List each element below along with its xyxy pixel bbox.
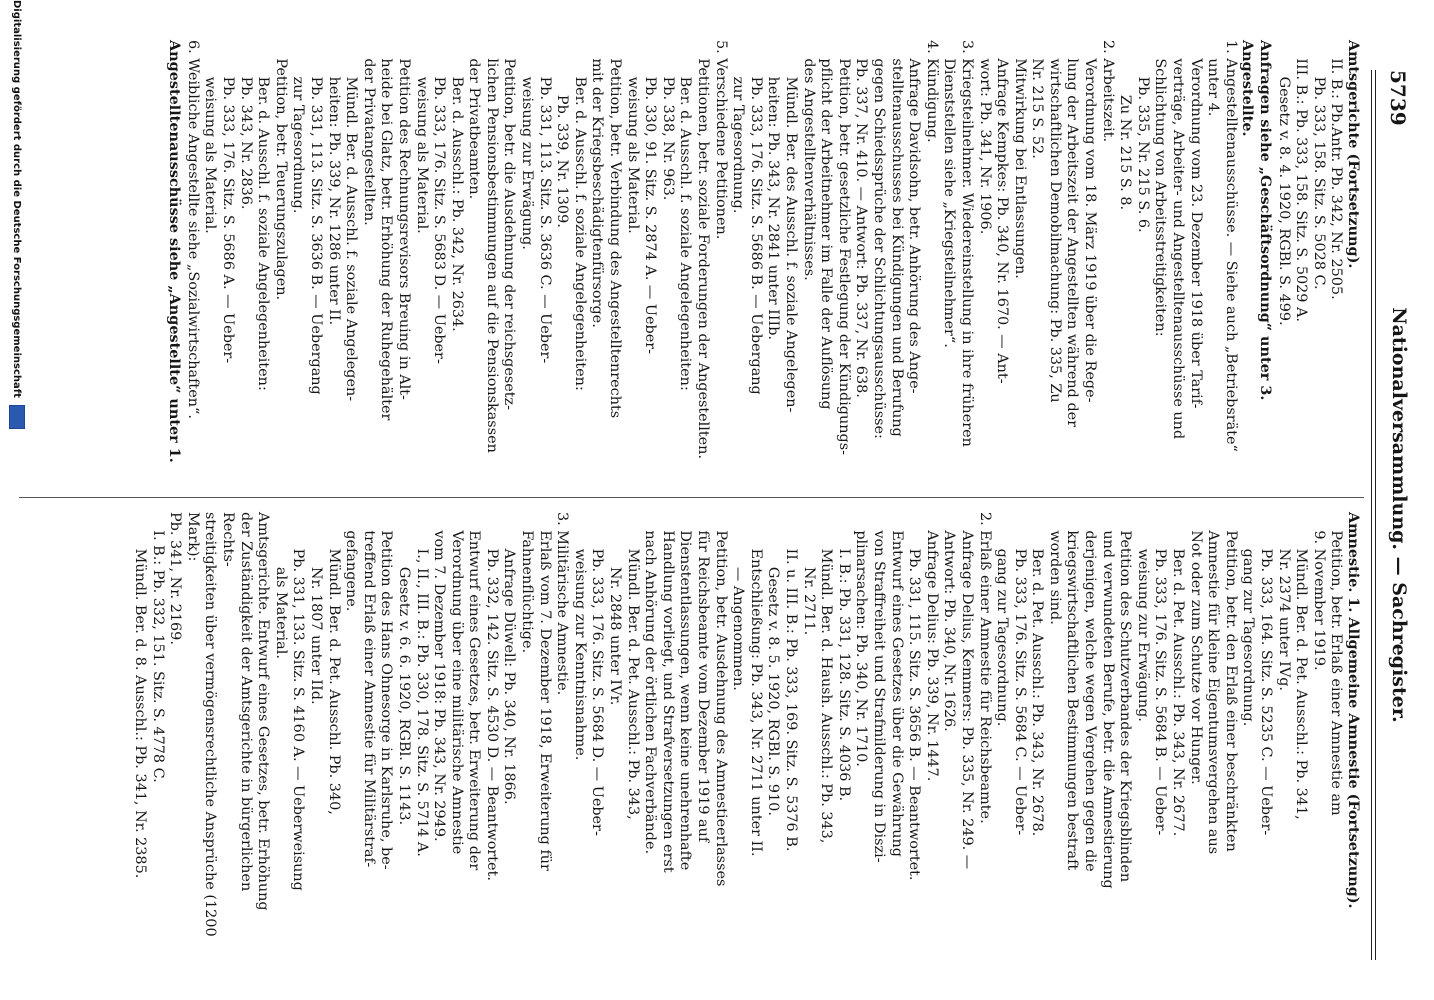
index-entry: Anfragen siehe „Geschäftsordnung“ unter 3. xyxy=(1257,40,1275,401)
index-entry: Angestelltenausschüsse siehe „Angestellte“ unter 1. xyxy=(166,40,184,463)
page-header xyxy=(1380,70,1416,960)
right-column xyxy=(12,512,1362,942)
index-entry: 4. Kündigung. Anfrage Davidsohn, betr. Anhörung des Ange- stelltenausschusses bei Kündigungen und Berufung gegen Schiedssprüche der Schlichtungsausschüsse: Pb. 337, Nr. 410. — Antwort: Pb. 337, Nr. 638. Petition, betr. gesetzliche Festlegung der Kündigungs- pflicht der Arbeitnehmer im Falle der Auflösung des Angestelltenverhältnisses. Mündl. Ber. des Ausschl. f. soziale Angelegen- heiten: Pb. 343, Nr. 2841 unter IIIb. Pb. 333, 176. Sitz. S. 5686 B. — Uebergang zur Tagesordnung. xyxy=(730,40,940,456)
index-entry: 6. Weibliche Angestellte siehe „Sozialwirtschaften“. xyxy=(184,40,201,419)
dfg-logo xyxy=(9,405,25,429)
page-footer xyxy=(3,0,25,1000)
index-entry: Petition, betr. Erlaß einer Amnestie am 9. November 1919. Mündl. Ber. d. Pet. Ausschl.: Pb. 341, Nr. 2374 unter IVg. Pb. 333, 164. Sitz. S. 5235 C. — Ueber- gang zur Tagesordnung. Petition, betr. den Erlaß einer beschränkten Amnestie für kleine Eigentumsvergehen aus Not oder zum Schutze vor Hunger. Ber. d. Pet. Ausschl.: Pb. 343, Nr. 2677. Pb. 333, 176. Sitz. S. 5684 B. — Ueber- weisung zur Erwägung. Petition des Schutzverbandes der Kriegsblinden und verwundeten Berufe, betr. die Amnestierung derjenigen, welche wegen Vergehen gegen die kriegswirtschaftlichen Bestimmungen bestraft worden sind. Ber. d. Pet. Ausschl.: Pb. 343, Nr. 2678. Pb. 333, 176. Sitz. S. 5684 C. — Ueber- gang zur Tagesordnung. xyxy=(994,530,1345,889)
dfg-credit: Digitalisierung gefördert durch die Deutsche Forschungsgemeinschaft xyxy=(11,0,22,398)
index-entry: Amtsgerichte (Fortsetzung). xyxy=(1345,40,1362,269)
page-number: 5739 xyxy=(1386,70,1410,126)
header-rule-double xyxy=(1371,70,1372,960)
index-entry: Amnestie. 1. Allgemeine Amnestie (Fortsetzung). xyxy=(1345,512,1362,909)
index-entry: 3. Militärische Amnestie. Erlaß vom 7. Dezember 1918, Erweiterung für Fahnenflüchtige. Anfrage Düwell: Pb. 340, Nr. 1866. Pb. 332, 142. Sitz. S. 4530 D. — Beantwortet. Entwurf eines Gesetzes, betr. Erweiterung der Verordnung über eine militärische Amnestie vom 7. Dezember 1918: Pb. 343, Nr. 2949. I., II., III. B.: Pb. 330, 178. Sitz. S. 5714 A. Gesetz v. 6. 6. 1920, RGBl. S. 1143. Petition des Hans Ohnesorge in Karlsruhe, be- treffend Erlaß einer Amnestie für Militärstraf- gefangene. Mündl. Ber. d. Pet. Ausschl. Pb. 340, Nr. 1807 unter IId. Pb. 331, 133. Sitz. S. 4160 A. — Ueberweisung als Material. xyxy=(272,512,571,891)
column-divider xyxy=(19,497,1364,498)
index-entry: Angestellte. xyxy=(1239,40,1257,137)
running-title: Nationalversammlung. — Sachregister. xyxy=(1388,307,1410,723)
index-entry: II. B.: Pb.Antr. Pb. 342, Nr. 2505. Pb. 333, 158. Sitz. S. 5028 C. III. B.: Pb. 333, 158. Sitz. S. 5029 A. Gesetz v. 8. 4. 1920, RGBl. S. 499. xyxy=(1275,58,1345,326)
index-entry: 5. Verschiedene Petitionen. Petitionen, betr. soziale Forderungen der Angestellten. Ber. d. Ausschl. f. soziale Angelegenheiten: Pb. 338, Nr. 963. Pb. 330, 91. Sitz. S. 2874 A. — Ueber- weisung als Material. Petition, betr. Verbindung des Angestelltenrechts mit der Kriegsbeschädigtenfürsorge. Ber. d. Ausschl. f. soziale Angelegenheiten: Pb. 339, Nr. 1309. Pb. 331, 113. Sitz. S. 3636 C. — Ueber- weisung zur Erwägung. Petition, betr. die Ausdehnung der reichsgesetz- lichen Pensionsbestimmungen auf die Pensionskassen der Privatbeamten. Ber. d. Ausschl.: Pb. 342, Nr. 2634. Pb. 333, 176. Sitz. S. 5683 D. — Ueber- weisung als Material. Petition des Rechnungsrevisors Breuing in Alt- heide bei Glatz, betr. Erhöhung der Ruhegehälter der Privatangestellten. Mündl. Ber. d. Ausschl. f. soziale Angelegen- heiten: Pb. 339, Nr. 1286 unter II. Pb. 331, 113. Sitz. S. 3636 B. — Uebergang zur Tagesordnung. Petition, betr. Teuerungszulagen. Ber. d. Ausschl. f. soziale Angelegenheiten: Pb. 343, Nr. 2836. Pb. 333, 176. Sitz. S. 5686 A. — Ueber- weisung als Material. xyxy=(202,40,729,460)
index-entry: 2. Erlaß einer Amnestie für Reichsbeamte. Anfrage Delius, Kemmers: Pb. 335, Nr. 249. — Antwort: Pb. 340, Nr. 1626. Anfrage Delius: Pb. 339, Nr. 1447. Pb. 331, 115. Sitz. S. 3656 B. — Beantwortet. Entwurf eines Gesetzes über die Gewährung von Straffreiheit und Strafmilderung in Diszi- plinarsachen: Pb. 340, Nr. 1710. I. B.: Pb. 331, 128. Sitz. S. 4036 B. Mündl. Ber. d. Haush. Ausschl.: Pb. 343, Nr. 2711. II. u. III. B.: Pb. 333, 169. Sitz. S. 5376 B. Gesetz v. 8. 5. 1920, RGBl. S. 910. Entschließung: Pb. 343, Nr. 2711 unter II. — Angenommen. Petition, betr. Ausdehnung des Amnestieerlasses für Reichsbeamte vom Dezember 1919 auf Dienstentlassungen, wenn keine unehrenhafte Handlung vorliegt, und Strafversetzungen erst nach Anhörung der örtlichen Fachverbände. Mündl. Ber. d. Pet. Ausschl.: Pb. 343, Nr. 2848 unter IVr. Pb. 333, 176. Sitz. S. 5684 D. — Ueber- weisung zur Kenntnisnahme. xyxy=(571,512,993,887)
index-entry: 1. Angestelltenausschüsse. — Siehe auch „Betriebsräte“ unter 4. Verordnung vom 23. Dezember 1918 über Tarif- verträge, Arbeiter- und Angestelltenausschüsse und Schlichtung von Arbeitsstreitigkeiten: Pb. 335, Nr. 215 S. 6. Zu Nr. 215 S. 8. xyxy=(1117,40,1239,452)
left-column xyxy=(12,40,1362,470)
header-rule xyxy=(1375,70,1376,960)
index-entry: 2. Arbeitszeit. Verordnung vom 18. März 1919 über die Rege- lung der Arbeitszeit der Angestellten während der wirtschaftlichen Demobilmachung: Pb. 335, Zu Nr. 215 S. 52. Mitwirkung bei Entlassungen. Anfrage Kempkes: Pb. 340, Nr. 1670. — Ant- wort: Pb. 341, Nr. 1906. xyxy=(976,40,1116,428)
index-entry: 3. Kriegsteilnehmer. Wiedereinstellung in ihre früheren Dienststellen siehe „Kriegsteilnehmer“. xyxy=(941,40,975,447)
index-entry: Amtsgerichte. Entwurf eines Gesetzes, betr. Erhöhung der Zuständigkeit der Amtsgerichte in bürgerlichen Rechts- streitigkeiten über vermögensrechtliche Ansprüche (1200 Mark): Pb. 341, Nr. 2169. I. B.: Pb. 332, 151. Sitz. S. 4778 C. Mündl. Ber. d. 8. Ausschl.: Pb. 341, Nr. 2385. xyxy=(132,512,272,937)
